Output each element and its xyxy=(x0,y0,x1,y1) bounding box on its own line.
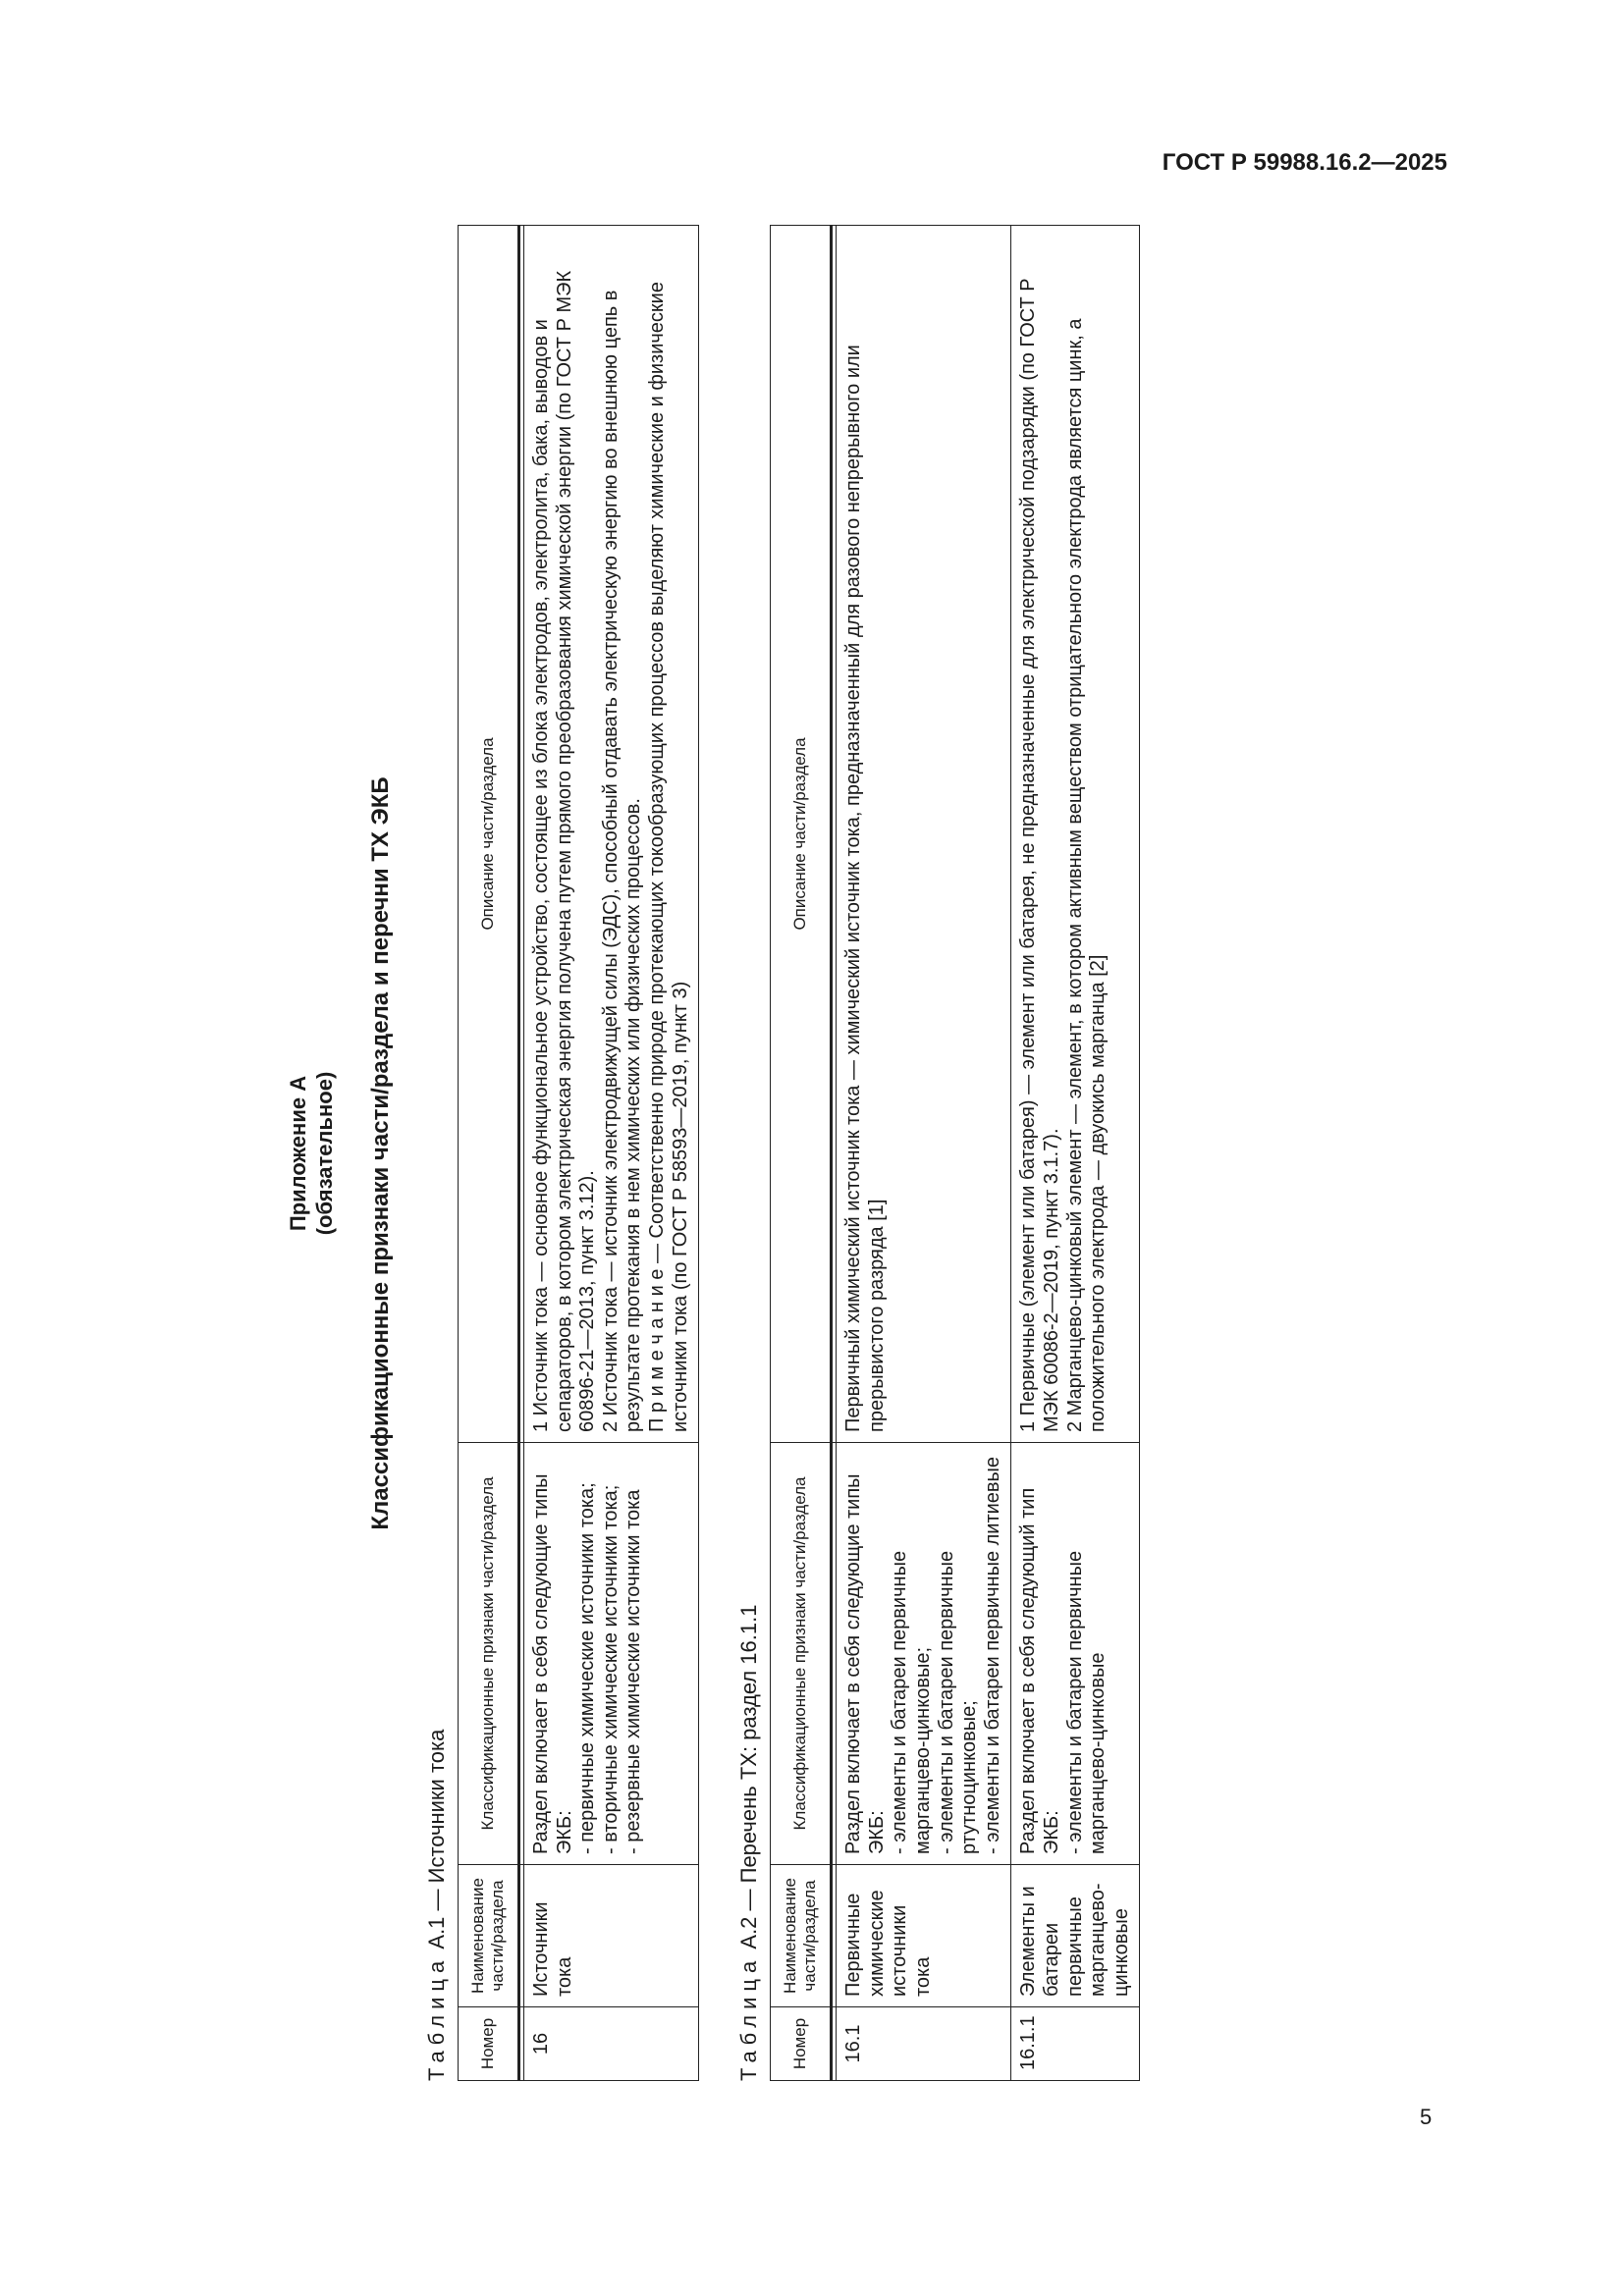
sign-line: Раздел включает в себя следующие типы ЭКБ: xyxy=(842,1473,888,1854)
sign-line: - элементы и батареи первичные литиевые xyxy=(981,1456,1003,1854)
col-signs-header: Классификационные признаки части/раздела xyxy=(771,1443,832,1865)
description-line: 1 Первичные (элемент или батарея) — элемент или батарея, не предназначенные для электрической подзарядки (по ГОСТ Р МЭК 60086-2—2019, пункт 3.1.7). xyxy=(1017,278,1062,1432)
row-name: Первичные химические источники тока xyxy=(837,1865,1011,2007)
col-signs-header: Классификационные признаки части/раздела xyxy=(459,1443,519,1865)
section-title: Классификационные признаки части/раздела и перечни ТХ ЭКБ xyxy=(367,776,394,1530)
table-row xyxy=(524,226,699,2081)
row-description xyxy=(524,226,699,1443)
row-number: 16.1 xyxy=(837,2007,1011,2081)
description-line: 2 Источник тока — источник электродвижущей силы (ЭДС), способный отдавать электрическую энергию во внешнюю цепь в результате протекания в нем химических или физических процессов. xyxy=(599,290,645,1432)
row-signs xyxy=(1011,1443,1140,1865)
sign-line: - элементы и батареи первичные ртутноцинковые; xyxy=(935,1550,981,1854)
row-name: Элементы и батареи первичные марганцево-цинковые xyxy=(1011,1865,1140,2007)
row-description xyxy=(1011,226,1140,1443)
col-number-header: Номер xyxy=(459,2007,519,2081)
col-name-header: Наименование части/раздела xyxy=(459,1865,519,2007)
col-description-header: Описание части/раздела xyxy=(771,226,832,1443)
description-note: П р и м е ч а н и е — Соответственно природе протекающих токообразующих процессов выделяют химические и физические источники тока (по ГОСТ Р 58593—2019, пункт 3) xyxy=(645,282,691,1432)
annex-title: Приложение А xyxy=(286,1075,310,1232)
table-row xyxy=(1011,226,1140,2081)
table2-caption xyxy=(736,226,762,2081)
row-signs xyxy=(837,1443,1011,1865)
description-line: Первичный химический источник тока — химический источник тока, предназначенный для разового непрерывного или прерывистого разряда [1] xyxy=(842,345,888,1432)
annex-status: (обязательное) xyxy=(312,1071,337,1236)
rotated-content xyxy=(285,226,1326,2081)
table-a2 xyxy=(770,225,1140,2081)
col-number-header: Номер xyxy=(771,2007,832,2081)
table2-caption-text: А.2 — Перечень ТХ: раздел 16.1.1 xyxy=(736,1604,762,1949)
col-description-header: Описание части/раздела xyxy=(459,226,519,1443)
sign-line: - вторичные химические источники тока; xyxy=(599,1484,622,1854)
table1-caption-prefix: Таблица xyxy=(424,1954,449,2081)
description-line: 1 Источник тока — основное функциональное устройство, состоящее из блока электродов, электролита, бака, выводов и сепараторов, в котором электрическая энергия получена путем прямого преобразования химической энергии (по ГОСТ Р МЭК 60896-21—2013, пункт 3.12). xyxy=(530,270,599,1432)
document-code: ГОСТ Р 59988.16.2—2025 xyxy=(1162,149,1447,176)
table2-caption-prefix: Таблица xyxy=(736,1954,762,2081)
annex-heading xyxy=(285,226,338,2081)
page-number: 5 xyxy=(1420,2105,1433,2129)
row-description xyxy=(837,226,1011,1443)
sign-line: Раздел включает в себя следующий тип ЭКБ: xyxy=(1017,1487,1062,1854)
row-name: Источники тока xyxy=(524,1865,699,2007)
row-number: 16 xyxy=(524,2007,699,2081)
table1-caption xyxy=(424,226,450,2081)
sign-line: Раздел включает в себя следующие типы ЭКБ: xyxy=(530,1473,575,1854)
col-name-header: Наименование части/раздела xyxy=(771,1865,832,2007)
table1-caption-text: А.1 — Источники тока xyxy=(424,1729,449,1949)
sign-line: - элементы и батареи первичные марганцево-цинковые xyxy=(1063,1550,1110,1854)
sign-line: - первичные химические источники тока; xyxy=(576,1482,599,1854)
table1-header-row xyxy=(459,226,519,2081)
sign-line: - резервные химические источники тока xyxy=(623,1489,645,1854)
table-a1 xyxy=(458,225,699,2081)
table-row xyxy=(837,226,1011,2081)
sign-line: - элементы и батареи первичные марганцево-цинковые; xyxy=(889,1550,934,1854)
description-line: 2 Марганцево-цинковый элемент — элемент, в котором активным веществом отрицательного электрода является цинк, а положительного электрода — двуокись марганца [2] xyxy=(1063,318,1110,1432)
table2-header-row xyxy=(771,226,832,2081)
row-number: 16.1.1 xyxy=(1011,2007,1140,2081)
row-signs xyxy=(524,1443,699,1865)
